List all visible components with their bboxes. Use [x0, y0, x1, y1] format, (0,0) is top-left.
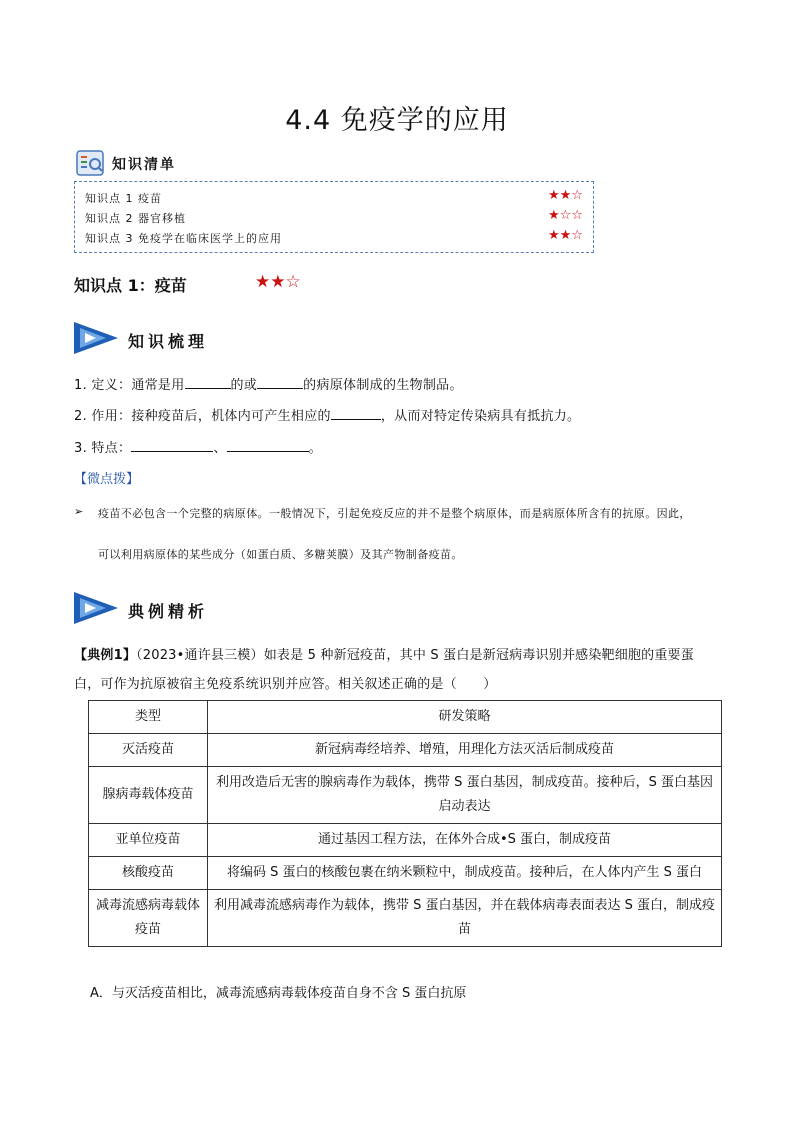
- table-row: [89, 824, 722, 857]
- tip-text-line: 疫苗不必包含一个完整的病原体。一般情况下，引起免疫反应的并不是整个病原体，而是病原体所含有的抗原。因此，: [98, 507, 691, 520]
- section-label: 知识梳理: [128, 332, 209, 351]
- rating-stars: ★☆☆: [548, 208, 583, 223]
- function-line: 2. 作用：接种疫苗后，机体内可产生相应的 ，从而对特定传染病具有抵抗力。: [74, 409, 581, 424]
- blank-field[interactable]: [185, 376, 231, 389]
- table-cell: 新冠病毒经培养、增殖，用理化方法灭活后制成疫苗: [208, 734, 722, 767]
- table-cell: 亚单位疫苗: [89, 824, 208, 857]
- table-cell: 利用减毒流感病毒作为载体，携带 S 蛋白基因，并在载体病毒表面表达 S 蛋白，制成疫苗: [208, 890, 722, 947]
- tip-label: 【微点拨】: [74, 472, 140, 487]
- table-cell: 灭活疫苗: [89, 734, 208, 767]
- rating-stars: ★★☆: [548, 188, 583, 203]
- checklist-label: 知识清单: [112, 157, 176, 173]
- table-header-row: [89, 701, 722, 734]
- list-item: [85, 207, 583, 227]
- table-cell: 将编码 S 蛋白的核酸包裹在纳米颗粒中，制成疫苗。接种后，在人体内产生 S 蛋白: [208, 857, 722, 890]
- definition-line: 1. 定义：通常是用 的或 的病原体制成的生物制品。: [74, 378, 463, 393]
- list-item-text: 知识点 3 免疫学在临床医学上的应用: [85, 232, 282, 245]
- table-header: 类型: [89, 701, 208, 734]
- blank-field[interactable]: [331, 407, 381, 420]
- example-text-line: 白，可作为抗原被宿主免疫系统识别并应答。相关叙述正确的是（ ）: [74, 677, 497, 692]
- section-label: 典例精析: [128, 602, 209, 621]
- list-item-text: 知识点 2 器官移植: [85, 212, 186, 225]
- rating-stars: ★★☆: [255, 272, 301, 292]
- knowledge-point-heading: 知识点 1：疫苗: [74, 276, 187, 295]
- checklist-icon: [76, 150, 104, 176]
- blank-field[interactable]: [131, 439, 213, 452]
- table-header: 研发策略: [208, 701, 722, 734]
- table-cell: 核酸疫苗: [89, 857, 208, 890]
- table-cell: 减毒流感病毒载体疫苗: [89, 890, 208, 947]
- checklist-box: [74, 181, 594, 253]
- bullet-arrow-icon: ➢: [74, 505, 84, 518]
- list-item: [85, 187, 583, 207]
- rating-stars: ★★☆: [548, 228, 583, 243]
- table-cell: 利用改造后无害的腺病毒作为载体，携带 S 蛋白基因，制成疫苗。接种后，S 蛋白基因启动表达: [208, 767, 722, 824]
- vaccine-table: [88, 700, 722, 947]
- list-item-text: 知识点 1 疫苗: [85, 192, 162, 205]
- list-item: [85, 227, 583, 247]
- blank-field[interactable]: [227, 439, 309, 452]
- triangle-arrow-icon: [72, 590, 120, 626]
- page-title: 4.4 免疫学的应用: [285, 105, 509, 136]
- table-cell: 腺病毒载体疫苗: [89, 767, 208, 824]
- tip-text-line: 可以利用病原体的某些成分（如蛋白质、多糖荚膜）及其产物制备疫苗。: [98, 548, 463, 561]
- example-text-line: 【典例1】（2023•通许县三模）如表是 5 种新冠疫苗，其中 S 蛋白是新冠病毒识别并感染靶细胞的重要蛋: [74, 648, 694, 663]
- answer-option-a[interactable]: A．与灭活疫苗相比，减毒流感病毒载体疫苗自身不含 S 蛋白抗原: [90, 986, 467, 1001]
- table-row: [89, 890, 722, 947]
- table-row: [89, 857, 722, 890]
- table-cell: 通过基因工程方法，在体外合成•S 蛋白，制成疫苗: [208, 824, 722, 857]
- example-tag: 【典例1】: [74, 648, 137, 663]
- table-row: [89, 734, 722, 767]
- table-row: [89, 767, 722, 824]
- blank-field[interactable]: [257, 376, 303, 389]
- feature-line: 3. 特点： 、 。: [74, 441, 322, 456]
- triangle-arrow-icon: [72, 320, 120, 356]
